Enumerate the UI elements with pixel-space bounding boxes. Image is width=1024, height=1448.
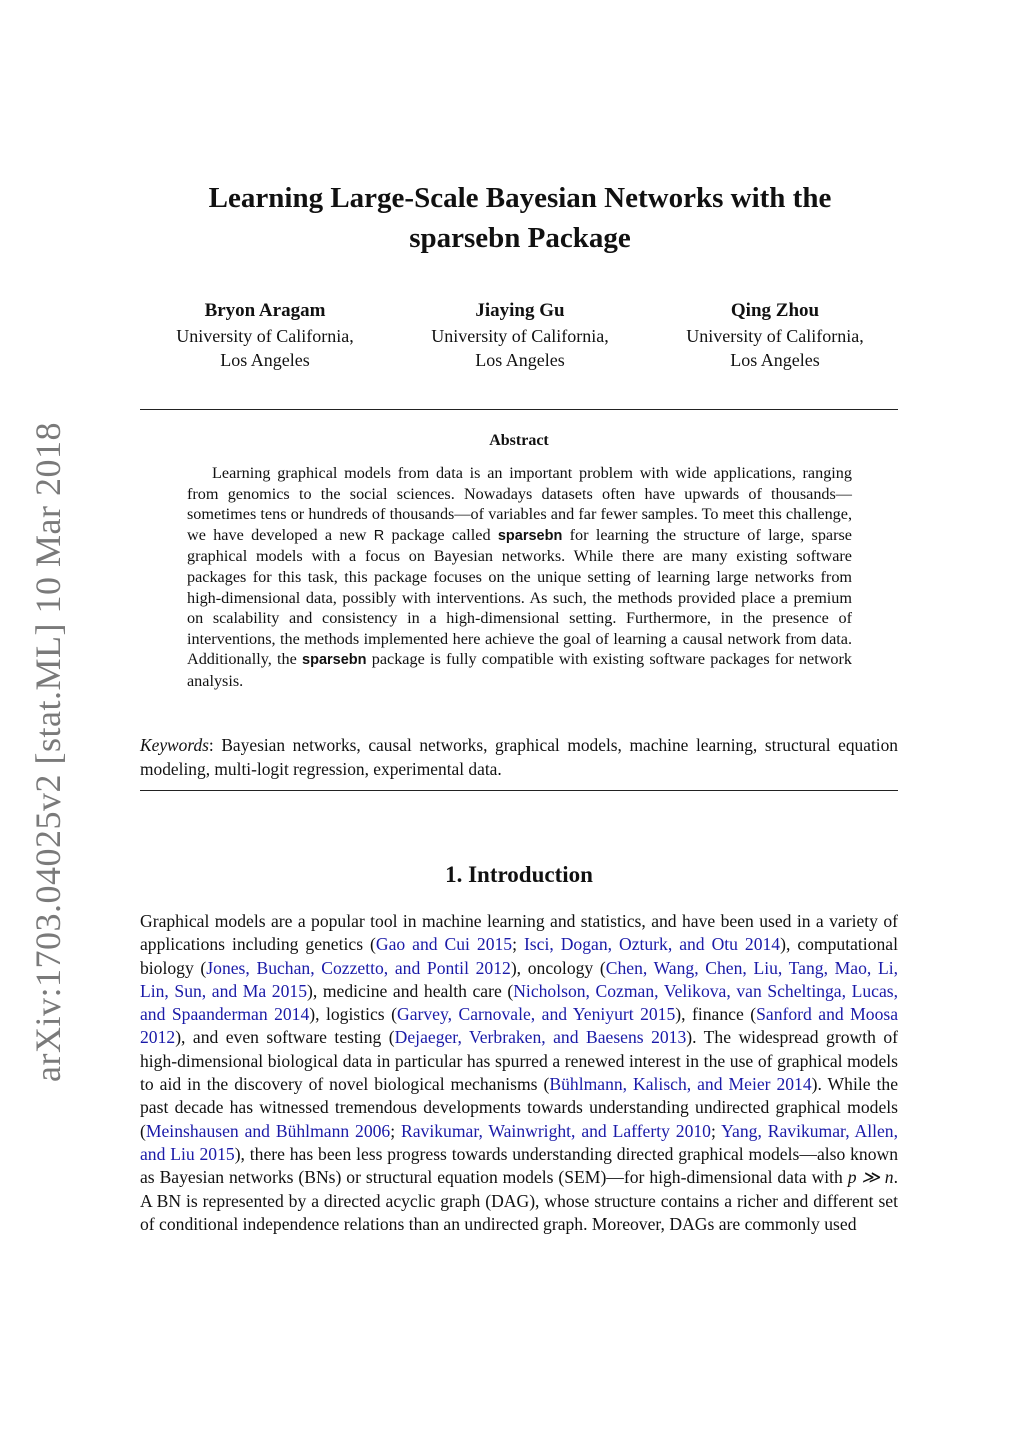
body-text: ). The widespread growth of high-dimensional biological data in particular has spurred a renewed interest in the use of graphical models to aid in the discovery of novel biological mechanisms (	[140, 1027, 898, 1095]
body-text: ), finance (	[675, 1004, 757, 1025]
abstract-text	[187, 463, 852, 692]
paper-title	[140, 178, 900, 258]
body-text: ), logistics (	[309, 1004, 397, 1025]
author-affiliation: University of California,	[431, 326, 609, 346]
body-text: ), medicine and health care (	[307, 980, 514, 1001]
body-text: ), computational biology (	[140, 934, 898, 978]
math-expression: p ≫ n	[847, 1167, 894, 1188]
abstract-text-part: for learning the structure of large, sparse graphical models with a focus on Bayesian networks. While there are many existing software packages for this task, this package focuses on the unique setting of learning large networks from high-dimensional data, possibly with interventions. As such, the methods provided place a premium on scalability and consistency in a high-dimensional setting. Furthermore, in the presence of interventions, the methods implemented here achieve the goal of learning a causal network from data. Additionally, the	[187, 525, 852, 669]
abstract-bottom-rule	[140, 790, 898, 791]
title-line-1: Learning Large-Scale Bayesian Networks with the	[208, 182, 832, 214]
body-text: Graphical models are a popular tool in machine learning and statistics, and have been used in a variety of applications including genetics (	[140, 911, 898, 955]
abstract-text-part: package called	[384, 525, 498, 544]
citation-link[interactable]: Bühlmann, Kalisch, and Meier 2014	[549, 1074, 812, 1095]
body-text: ). While the past decade has witnessed tremendous developments towards understanding undirected graphical models (	[140, 1074, 899, 1141]
citation-link[interactable]: Ravikumar, Wainwright, and Lafferty 2010	[401, 1120, 711, 1141]
body-text: ;	[390, 1120, 401, 1141]
keywords-list: : Bayesian networks, causal networks, graphical models, machine learning, structural equation modeling, multi-logit regression, experimental data.	[140, 735, 898, 779]
abstract-text-part: Learning graphical models from data is an important problem with wide applications, ranging from genomics to the social sciences. Nowadays datasets often have upwards of thousands—sometimes tens or hundreds of thousands—of variables and far fewer samples. To meet this challenge, we have developed a new	[187, 464, 852, 544]
author-location: Los Angeles	[220, 350, 310, 370]
body-text: ;	[512, 934, 524, 955]
author-block	[650, 298, 900, 372]
citation-link[interactable]: Sanford and Moosa 2012	[140, 1004, 899, 1048]
author-list	[140, 298, 900, 372]
citation-link[interactable]: Nicholson, Cozman, Velikova, van Scheltinga, Lucas, and Spaanderman 2014	[140, 980, 898, 1025]
body-text: ), there has been less progress towards understanding directed graphical models—also known as Bayesian networks (BNs) or structural equation models (SEM)—for high-dimensional data with	[140, 1143, 899, 1188]
keywords-label: Keywords	[140, 735, 209, 755]
author-name: Bryon Aragam	[204, 300, 326, 321]
package-name: sparsebn	[302, 652, 367, 669]
citation-link[interactable]: Yang, Ravikumar, Allen, and Liu 2015	[140, 1120, 898, 1164]
author-name: Qing Zhou	[730, 300, 820, 321]
abstract-top-rule	[140, 409, 898, 410]
abstract-heading: Abstract	[489, 432, 549, 449]
r-language-name: R	[373, 527, 385, 544]
author-affiliation: University of California,	[686, 326, 864, 346]
body-text: ), oncology (	[510, 957, 606, 978]
author-block	[140, 298, 390, 372]
section-heading-introduction: 1. Introduction	[445, 862, 593, 887]
author-location: Los Angeles	[475, 350, 565, 370]
title-package-name: sparsebn	[409, 222, 521, 254]
keywords	[140, 733, 898, 781]
title-line-2: Package	[520, 222, 631, 254]
citation-link[interactable]: Jones, Buchan, Cozzetto, and Pontil 2012	[206, 957, 511, 978]
package-name: sparsebn	[497, 527, 563, 544]
author-block	[395, 298, 645, 372]
body-text: ;	[710, 1120, 722, 1141]
body-text: ), and even software testing (	[175, 1027, 395, 1048]
citation-link[interactable]: Chen, Wang, Chen, Liu, Tang, Mao, Li, Lin, Sun, and Ma 2015	[140, 957, 898, 1001]
citation-link[interactable]: Isci, Dogan, Ozturk, and Otu 2014	[523, 934, 781, 955]
abstract-text-part: package is fully compatible with existing software packages for network analysis.	[187, 650, 852, 690]
citation-link[interactable]: Garvey, Carnovale, and Yeniyurt 2015	[396, 1004, 676, 1025]
citation-link[interactable]: Meinshausen and Bühlmann 2006	[145, 1120, 391, 1141]
arxiv-stamp: arXiv:1703.04025v2 [stat.ML] 10 Mar 2018	[28, 422, 68, 1082]
introduction-paragraph	[140, 910, 898, 1236]
citation-link[interactable]: Dejaeger, Verbraken, and Baesens 2013	[394, 1027, 687, 1048]
body-text: . A BN is represented by a directed acyclic graph (DAG), whose structure contains a richer and different set of conditional independence relations than an undirected graph. Moreover, DAGs are commonly used	[140, 1167, 898, 1234]
author-affiliation: University of California,	[176, 326, 354, 346]
author-location: Los Angeles	[730, 350, 820, 370]
author-name: Jiaying Gu	[475, 300, 565, 321]
citation-link[interactable]: Gao and Cui 2015	[375, 934, 513, 955]
